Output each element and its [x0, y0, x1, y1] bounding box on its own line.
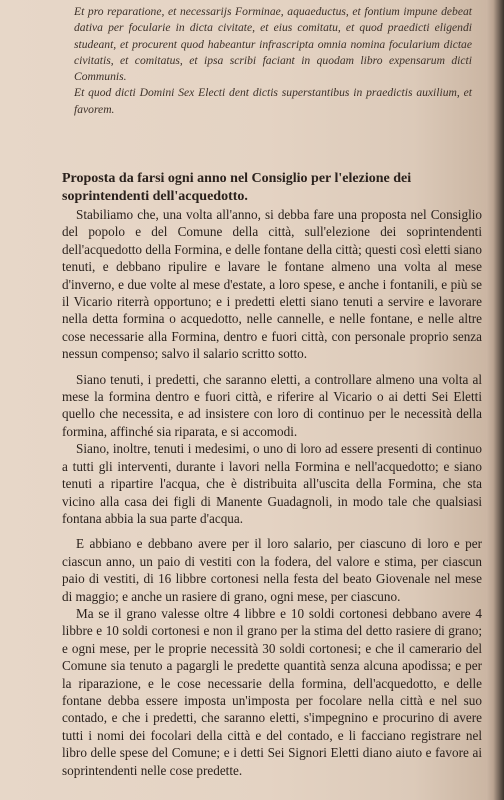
italian-text: [62, 206, 482, 779]
latin-paragraph-2: Et quod dicti Domini Sex Electi dent dictis superstantibus in praedictis auxilium, et favorem.: [74, 86, 472, 116]
paragraph-5: Ma se il grano valesse oltre 4 libbre e 10 soldi cortonesi debbano avere 4 libbre e 10 soldi cortonesi e non il grano per la stima del detto rasiere di grano; e ogni mese, per le proprie necessità 30 soldi cortonesi; e che il camerario del Comune sia tenuto a pagargli le predette quantità senza alcuna apodissa; e per la riparazione, e le cose necessarie della formina, dell'acquedotto, e delle fontane debba essere imposta un'imposta per focolare nella città e nel suo contado, e che i predetti, che saranno eletti, s'impegnino e procurino di avere tutti i nomi dei focolari della città e del contado, e li facciano registrare nel libro delle spese del Comune; e i detti Sei Signori Eletti diano aiuto e favore ai soprintendenti nelle cose predette.: [62, 605, 482, 778]
paragraph-3: Siano, inoltre, tenuti i medesimi, o uno di loro ad essere presenti di continuo a tutti gli interventi, durante i lavori nella Formina e nell'acquedotto; e siano tenuti a ripartire l'acqua, che è distribuita all'uscita della Formina, che sta vicino alla casa dei figli di Manente Guadagnoli, in modo tale che qualsiasi fontana abbia la sua parte d'acqua.: [62, 441, 482, 526]
latin-paragraph-1: Et pro reparatione, et necessarijs Forminae, aquaeductus, et fontium impune debeat dativa per focularie in dicta civitate, et eius comitatu, et quod praedicti eligendi studeant, et procurent quod habeantur infrascripta omnia nomina focularium dictae civitatis, et comitatus, et ipsa scribi faciant in quodam libro expensarum dicti Communis.: [74, 5, 472, 84]
paragraph-1: Stabiliamo che, una volta all'anno, si debba fare una proposta nel Consiglio del popolo e del Comune della città, sull'elezione dei soprintendenti dell'acquedotto della Formina, e delle fontane della città; questi così eletti siano tenuti, e debbano ripulire e lavare le fontane almeno una volta al mese d'inverno, e due volte al mese d'estate, a loro spese, e anche i fontanili, e più se il Vicario riterrà opportuno; e i predetti eletti siano tenuti a servire e lavorare nella detta formina o acquedotto, nelle cannelle, e nelle fontane, e nelle altre cose necessarie alla Formina, dentro e fuori città, con personale proprio senza nessun compenso; salvo il salario scritto sotto.: [62, 207, 482, 362]
section-heading: Proposta da farsi ogni anno nel Consiglio per l'elezione dei soprintendenti dell'acquedotto.: [62, 171, 412, 204]
paragraph-2: Siano tenuti, i predetti, che saranno eletti, a controllare almeno una volta al mese la formina dentro e fuori città, e riferire al Vicario o ai detti Sei Eletti quello che necessita, e ad insistere con loro di continuo per le necessità della formina, affinché sia riparata, e si accomodi.: [62, 371, 482, 439]
latin-passage: [74, 4, 472, 118]
paragraph-4: E abbiano e debbano avere per il loro salario, per ciascuno di loro e per ciascun anno, un paio di vestiti con la fodera, del valore e stima, per ciascun paio di vestiti, di 16 libbre cortonesi nella festa del beato Giovenale nel mese di maggio; e anche un rasiere di grano, ogni mese, per ciascuno.: [62, 536, 482, 604]
page-edge-shadow: [486, 0, 504, 800]
